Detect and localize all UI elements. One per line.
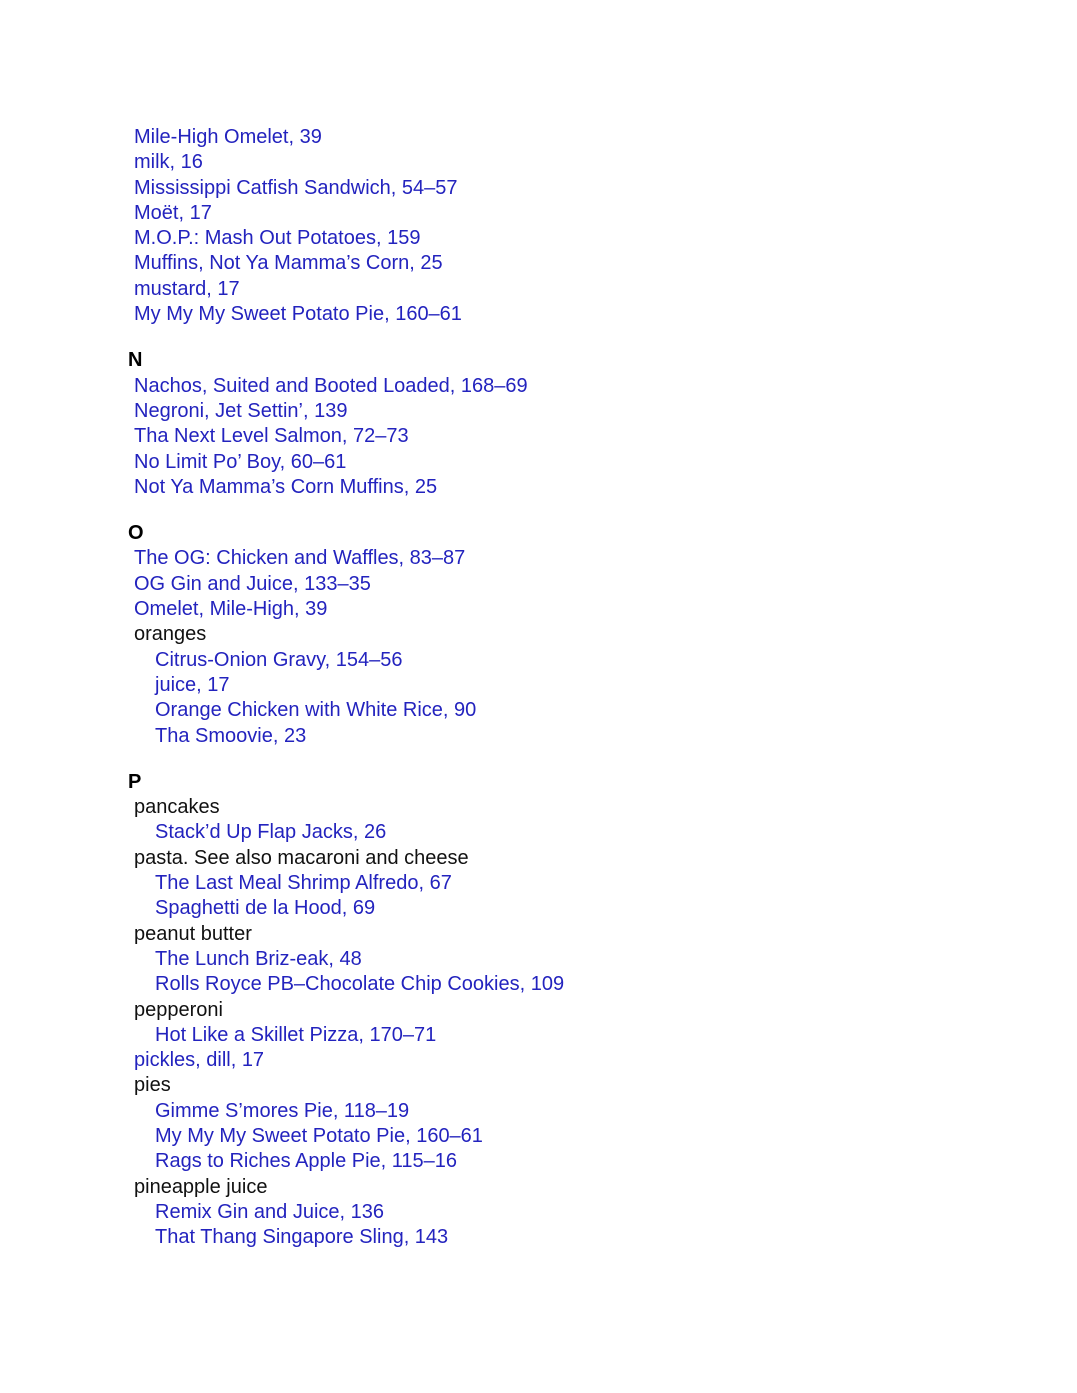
index-content <box>0 125 1077 1250</box>
index-link-entry[interactable]: The Lunch Briz-eak, 48 <box>155 947 362 970</box>
index-link-entry[interactable]: Rolls Royce PB–Chocolate Chip Cookies, 109 <box>155 973 565 996</box>
index-link-entry[interactable]: My My My Sweet Potato Pie, 160–61 <box>155 1124 483 1147</box>
index-link-entry[interactable]: Orange Chicken with White Rice, 90 <box>155 699 477 722</box>
index-link-entry[interactable]: Not Ya Mamma’s Corn Muffins, 25 <box>134 475 438 498</box>
index-link-entry[interactable]: Remix Gin and Juice, 136 <box>155 1200 385 1223</box>
index-plain-entry: pasta. See also macaroni and cheese <box>134 846 469 869</box>
index-link-entry[interactable]: pickles, dill, 17 <box>134 1049 265 1072</box>
index-link-entry[interactable]: No Limit Po’ Boy, 60–61 <box>134 450 347 473</box>
index-plain-entry: pancakes <box>134 796 220 819</box>
index-link-entry[interactable]: Mississippi Catfish Sandwich, 54–57 <box>134 176 458 199</box>
index-plain-entry: peanut butter <box>134 922 252 945</box>
index-link-entry[interactable]: Rags to Riches Apple Pie, 115–16 <box>155 1150 458 1173</box>
index-link-entry[interactable]: Tha Next Level Salmon, 72–73 <box>134 425 409 448</box>
index-plain-entry: pineapple juice <box>134 1175 268 1198</box>
index-link-entry[interactable]: Omelet, Mile-High, 39 <box>134 598 328 621</box>
index-plain-entry: oranges <box>134 623 207 646</box>
section-heading: O <box>128 522 145 545</box>
index-link-entry[interactable]: Mile-High Omelet, 39 <box>134 126 322 148</box>
index-link-entry[interactable]: Gimme S’mores Pie, 118–19 <box>155 1099 410 1122</box>
index-link-entry[interactable]: Muffins, Not Ya Mamma’s Corn, 25 <box>134 252 443 275</box>
index-section <box>0 125 1077 327</box>
index-link-entry[interactable]: Tha Smoovie, 23 <box>155 724 307 747</box>
index-link-entry[interactable]: Citrus-Onion Gravy, 154–56 <box>155 648 403 671</box>
index-link-entry[interactable]: Nachos, Suited and Booted Loaded, 168–69 <box>134 374 528 397</box>
index-link-entry[interactable]: My My My Sweet Potato Pie, 160–61 <box>134 303 462 326</box>
index-link-entry[interactable]: Spaghetti de la Hood, 69 <box>155 897 376 920</box>
index-section <box>0 521 1077 749</box>
index-link-entry[interactable]: The OG: Chicken and Waffles, 83–87 <box>134 547 466 570</box>
index-link-entry[interactable]: Negroni, Jet Settin’, 139 <box>134 399 348 422</box>
index-section <box>0 348 1077 500</box>
index-link-entry[interactable]: mustard, 17 <box>134 277 240 300</box>
index-link-entry[interactable]: OG Gin and Juice, 133–35 <box>134 572 371 595</box>
section-heading: N <box>128 349 143 372</box>
index-link-entry[interactable]: M.O.P.: Mash Out Potatoes, 159 <box>134 227 421 250</box>
index-link-entry[interactable]: juice, 17 <box>155 673 230 696</box>
index-link-entry[interactable]: Stack’d Up Flap Jacks, 26 <box>155 821 387 844</box>
index-link-entry[interactable]: Moët, 17 <box>134 201 212 224</box>
index-plain-entry: pepperoni <box>134 998 223 1021</box>
index-link-entry[interactable]: milk, 16 <box>134 151 203 174</box>
index-plain-entry: pies <box>134 1074 171 1097</box>
index-link-entry[interactable]: The Last Meal Shrimp Alfredo, 67 <box>155 872 452 895</box>
index-link-entry[interactable]: Hot Like a Skillet Pizza, 170–71 <box>155 1023 437 1046</box>
index-section <box>0 770 1077 1251</box>
index-link-entry[interactable]: That Thang Singapore Sling, 143 <box>155 1226 449 1249</box>
section-heading: P <box>128 770 142 793</box>
